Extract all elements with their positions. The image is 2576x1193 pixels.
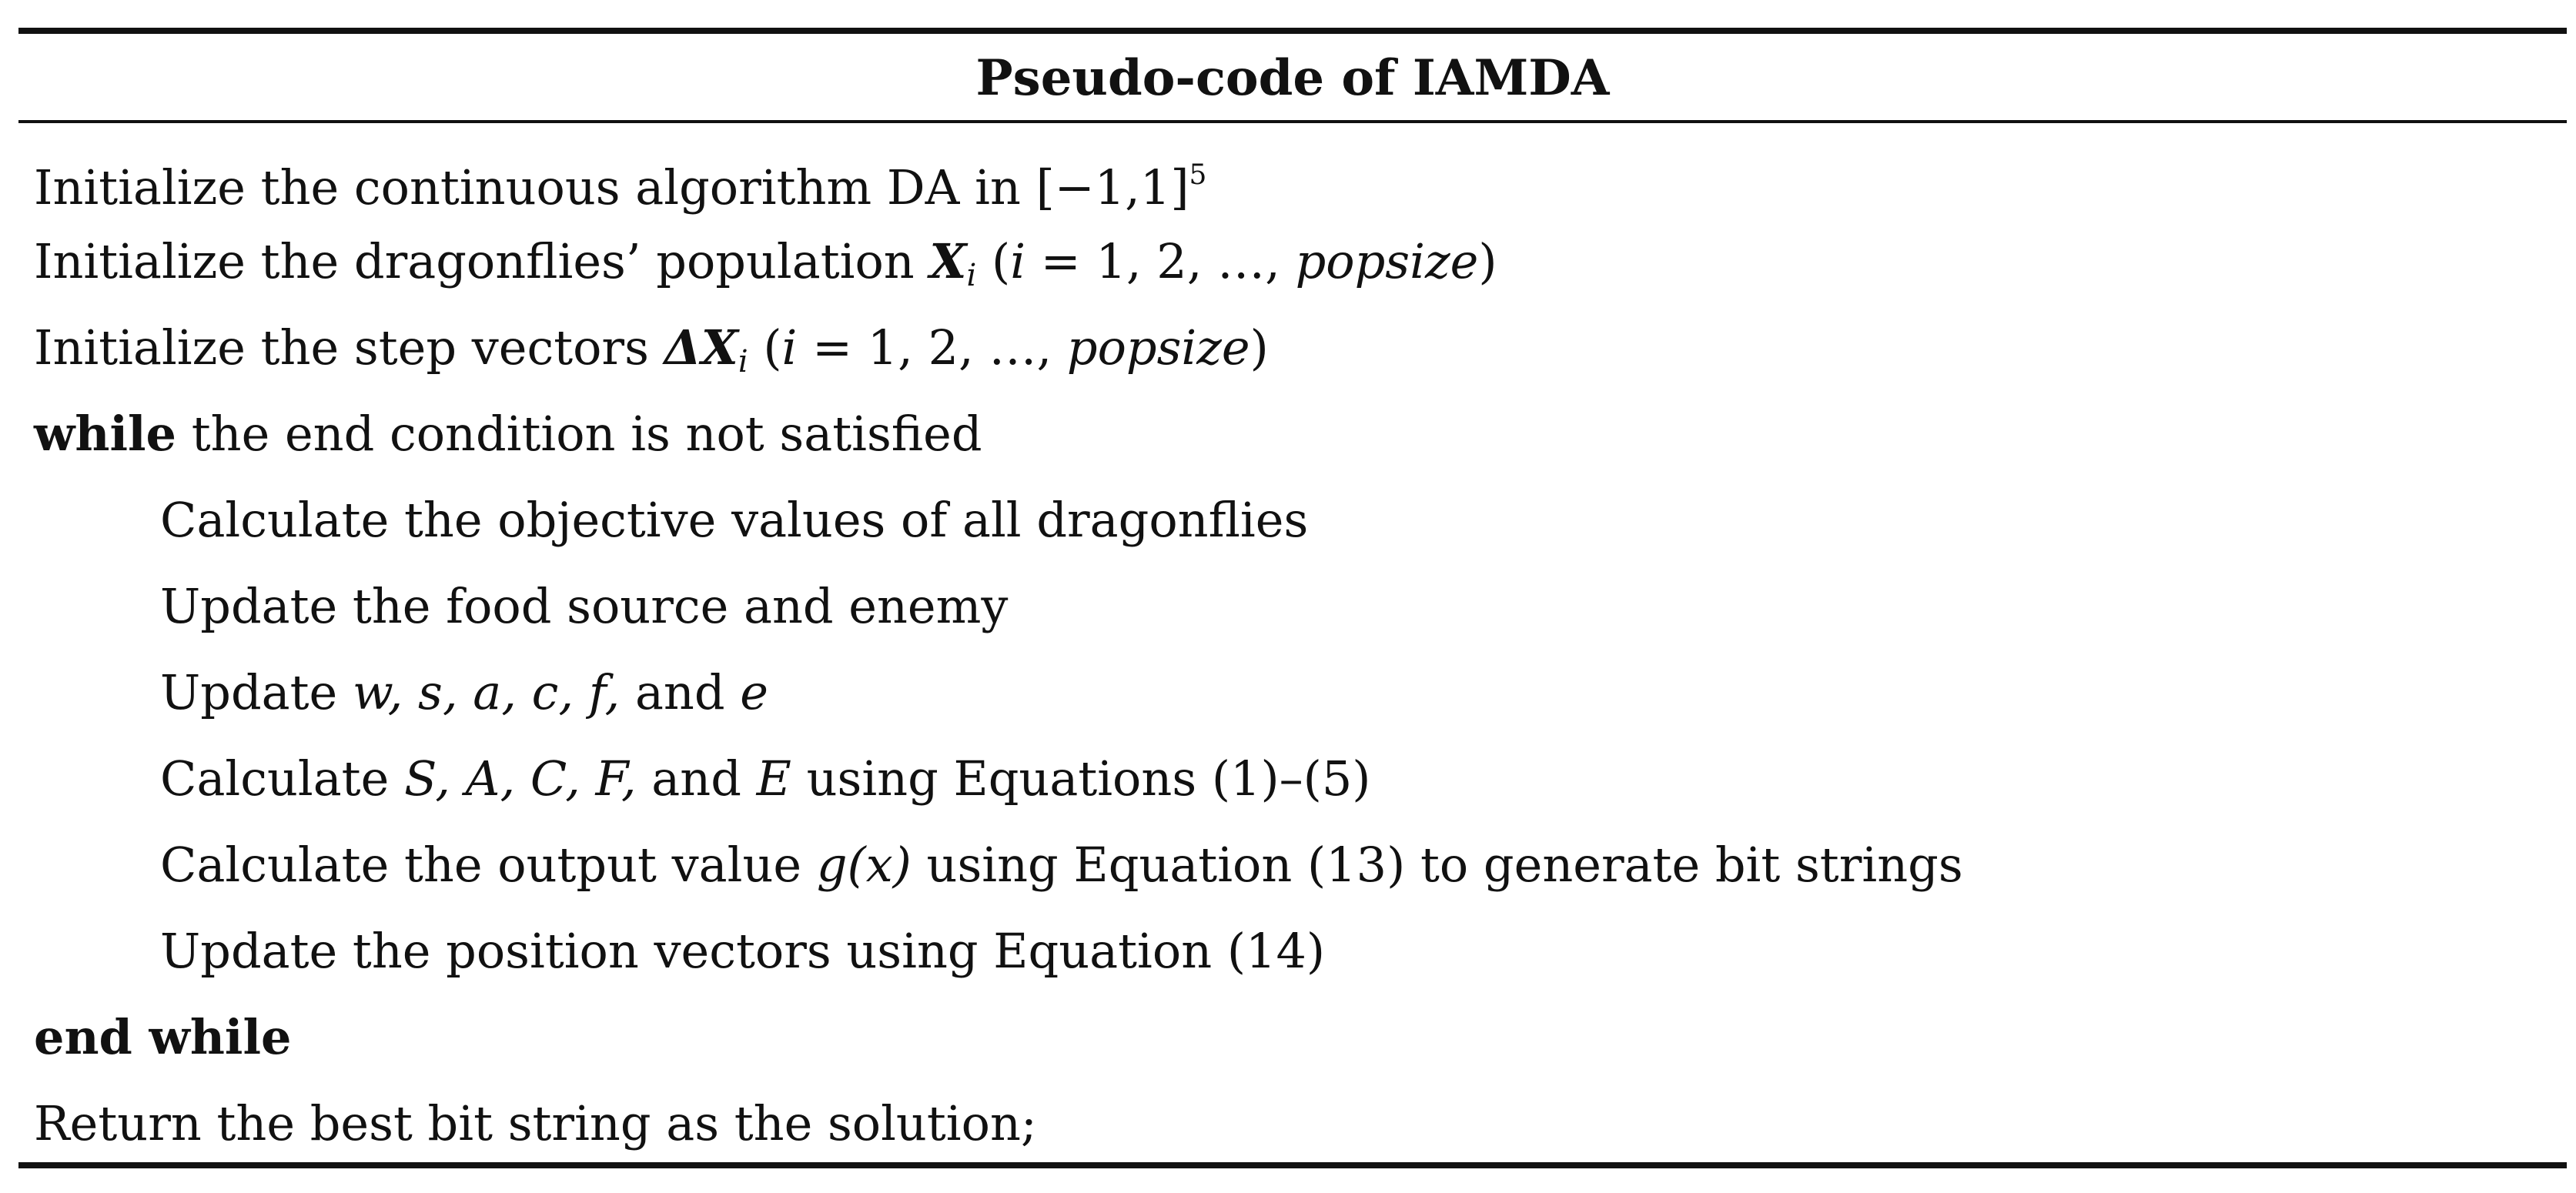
- line-3-index: i: [781, 319, 798, 376]
- line-3-range: = 1, 2, …,: [797, 319, 1067, 376]
- line-3-paren-close: ): [1250, 319, 1269, 376]
- line-8-prefix: Calculate: [160, 750, 404, 807]
- line-7-and: and: [620, 664, 741, 720]
- line-4-condition: the end condition is not satisfied: [176, 406, 982, 462]
- end-while-keyword: end while: [34, 1009, 292, 1065]
- line-5-text: Calculate the objective values of all dragonflies: [160, 492, 1309, 548]
- header-rule: [18, 120, 2567, 123]
- top-rule: [18, 28, 2567, 34]
- line-2-index: i: [1010, 233, 1026, 289]
- pseudo-line-4: [34, 396, 982, 473]
- line-8-and: and: [636, 750, 757, 807]
- line-2-variable: X: [929, 233, 967, 289]
- line-7-variables: w, s, a, c, f,: [352, 664, 621, 720]
- line-1-text: Initialize the continuous algorithm DA in [−1,1]: [34, 159, 1189, 216]
- line-2-range: = 1, 2, …,: [1025, 233, 1296, 289]
- pseudo-line-3: [34, 309, 1269, 386]
- line-8-rest: using Equations (1)–(5): [791, 750, 1371, 807]
- line-9-expression: g(x): [816, 837, 912, 893]
- line-2-subscript: i: [966, 258, 977, 293]
- pseudo-line-8: [160, 740, 1371, 817]
- pseudo-line-7: [160, 654, 768, 731]
- line-8-variables: S, A, C, F,: [404, 750, 637, 807]
- while-keyword: while: [34, 406, 177, 462]
- pseudo-line-12: [34, 1085, 1037, 1162]
- line-7-prefix: Update: [160, 664, 353, 720]
- line-10-text: Update the position vectors using Equation (14): [160, 923, 1326, 979]
- line-12-text: Return the best bit string as the solution;: [34, 1095, 1037, 1151]
- pseudo-line-2: [34, 223, 1497, 300]
- line-7-last-variable: e: [740, 664, 768, 720]
- pseudo-line-10: [160, 913, 1325, 990]
- line-6-text: Update the food source and enemy: [160, 578, 1009, 634]
- bottom-rule: [18, 1162, 2567, 1168]
- line-3-paren-open: (: [748, 319, 782, 376]
- pseudo-line-11: [34, 999, 291, 1076]
- line-2-paren-open: (: [976, 233, 1011, 289]
- line-3-subscript: i: [738, 344, 748, 379]
- line-1-superscript: 5: [1189, 159, 1207, 191]
- line-9-rest: using Equation (13) to generate bit strings: [911, 837, 1963, 893]
- table-title: Pseudo-code of IAMDA: [975, 49, 1610, 107]
- pseudo-line-5: [160, 482, 1308, 559]
- line-2-paren-close: ): [1478, 233, 1497, 289]
- line-8-last-variable: E: [756, 750, 791, 807]
- line-2-popsize: popsize: [1295, 233, 1479, 289]
- pseudo-line-6: [160, 568, 1008, 645]
- line-9-prefix: Calculate the output value: [160, 837, 817, 893]
- line-3-popsize: popsize: [1066, 319, 1250, 376]
- line-3-prefix: Initialize the step vectors: [34, 319, 664, 376]
- pseudo-line-1: [34, 137, 1206, 214]
- pseudo-line-9: [160, 827, 1963, 904]
- line-3-variable: ΔX: [664, 319, 738, 376]
- line-2-prefix: Initialize the dragonflies’ population: [34, 233, 930, 289]
